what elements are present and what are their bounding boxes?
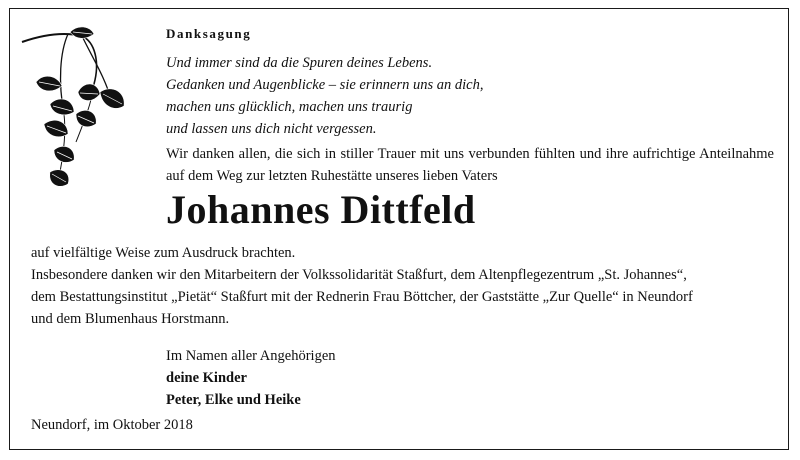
poem-line: Gedanken und Augenblicke – sie erinnern uns an dich,	[166, 77, 484, 93]
signature-block	[166, 345, 336, 411]
heading-danksagung: Danksagung	[166, 26, 252, 41]
paragraph-line: Insbesondere danken wir den Mitarbeitern der Volkssolidarität Staßfurt, dem Altenpflegezentrum „St. Johannes“,	[31, 267, 687, 283]
acknowledgement-paragraph	[31, 264, 775, 330]
signature-intro: Im Namen aller Angehörigen	[166, 348, 336, 364]
paragraph-line: und dem Blumenhaus Horstmann.	[31, 311, 230, 327]
signature-line: deine Kinder	[166, 370, 247, 386]
thanks-text: Wir danken allen, die sich in stiller Trauer mit uns verbunden fühlten und ihre aufrichtige Anteilnahme auf dem Weg zur letzten Ruhestätte unseres lieben Vaters	[166, 146, 774, 184]
place-date: Neundorf, im Oktober 2018	[31, 417, 193, 433]
signature-names: Peter, Elke und Heike	[166, 392, 301, 408]
paragraph-line: dem Bestattungsinstitut „Pietät“ Staßfurt mit der Rednerin Frau Böttcher, der Gaststätte „Zur Quelle“ in Neundorf	[31, 289, 693, 305]
birch-branch-icon	[20, 22, 138, 200]
poem-line: und lassen uns dich nicht vergessen.	[166, 121, 377, 137]
poem-line: Und immer sind da die Spuren deines Lebens.	[166, 55, 433, 71]
deceased-name: Johannes Dittfeld	[166, 187, 476, 232]
after-name-text: auf vielfältige Weise zum Ausdruck brachten.	[31, 245, 296, 261]
poem	[166, 52, 483, 140]
poem-line: machen uns glücklich, machen uns traurig	[166, 99, 413, 115]
